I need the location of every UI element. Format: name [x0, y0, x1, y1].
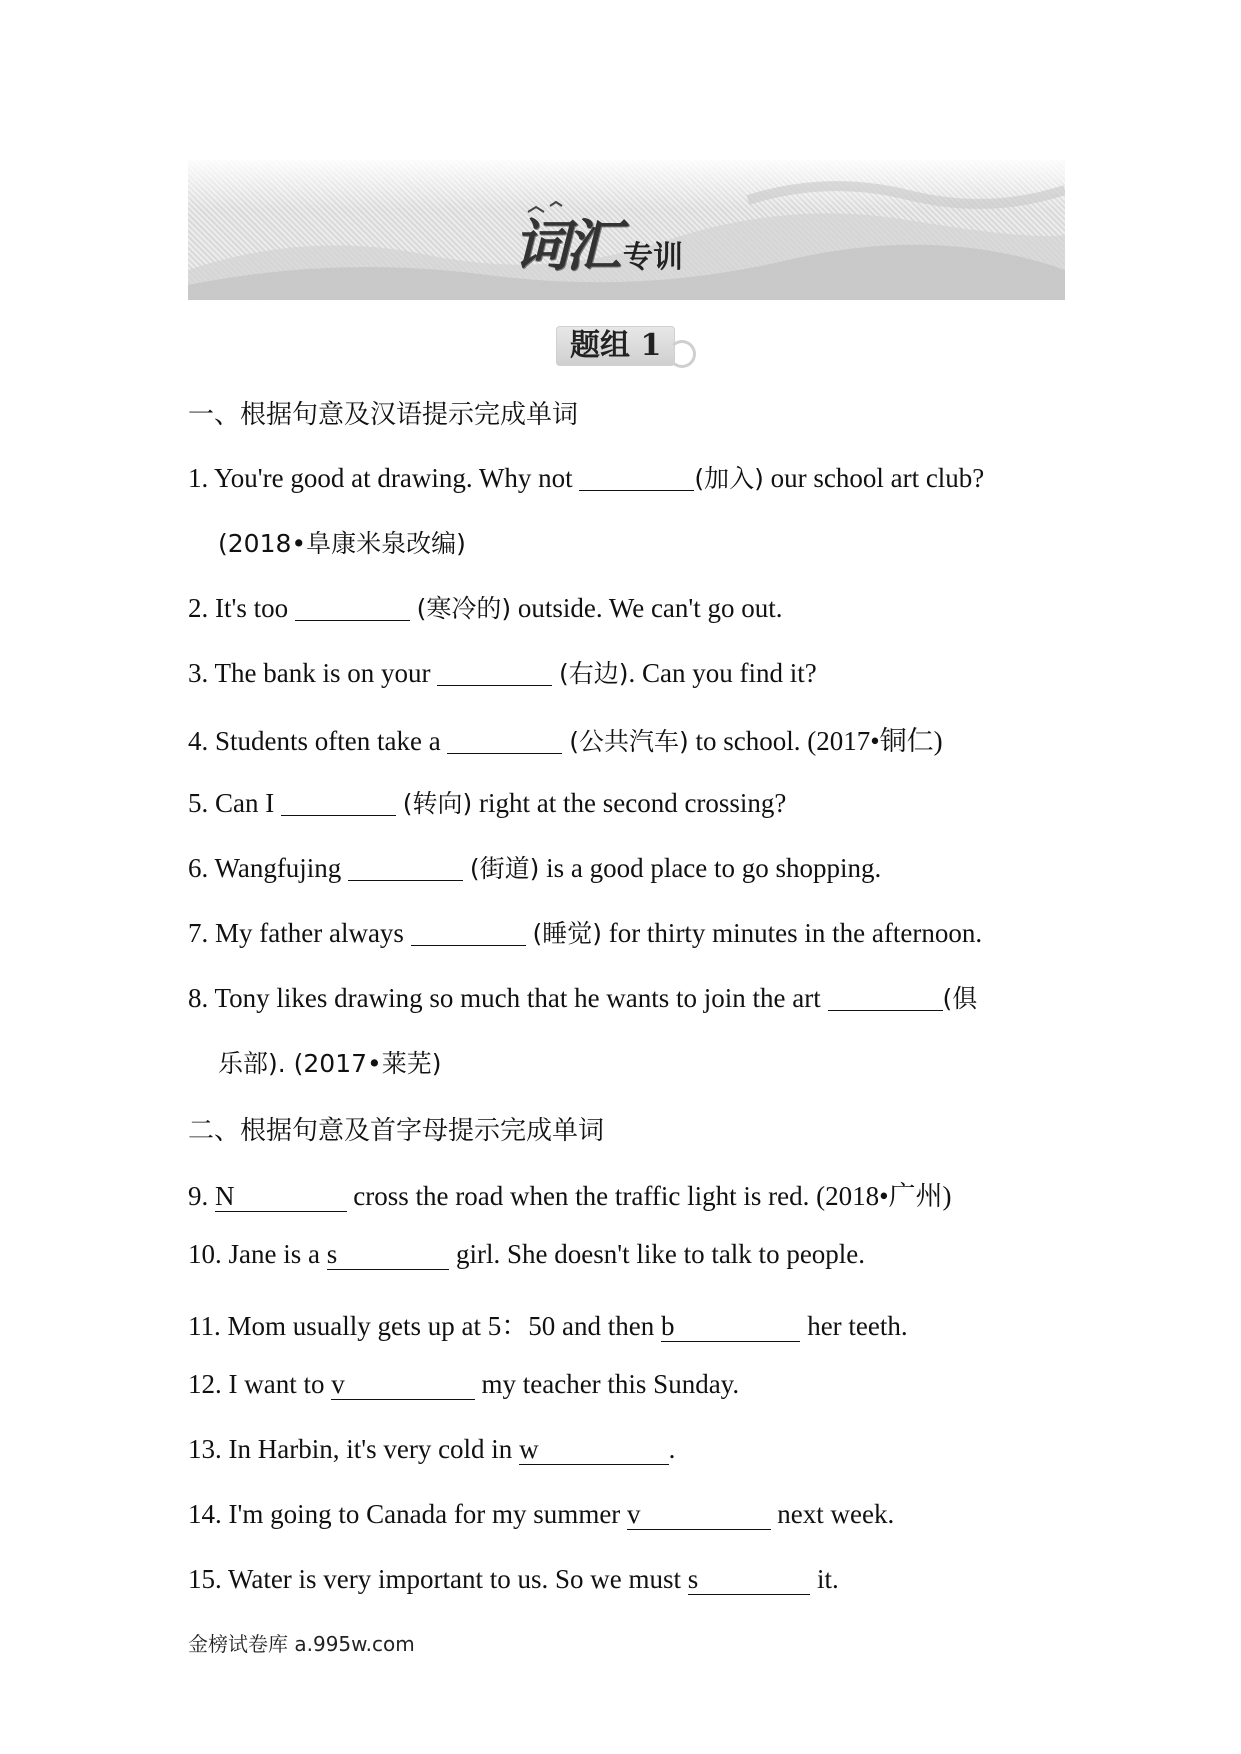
answer-blank[interactable]: v	[331, 1369, 475, 1400]
answer-blank[interactable]	[828, 983, 943, 1011]
header-banner	[188, 160, 1065, 300]
question-12: 12. I want to v my teacher this Sunday.	[188, 1369, 740, 1399]
answer-blank[interactable]	[281, 788, 396, 816]
answer-blank[interactable]: N	[215, 1181, 347, 1212]
answer-blank[interactable]: s	[688, 1564, 811, 1595]
section-heading-2: 二、根据句意及首字母提示完成单词	[188, 1116, 605, 1146]
answer-blank[interactable]: s	[327, 1239, 450, 1270]
question-13: 13. In Harbin, it's very cold in w .	[188, 1434, 676, 1464]
answer-blank[interactable]	[437, 658, 552, 686]
question-7: 7. My father always (睡觉) for thirty minutes in the afternoon.	[188, 918, 983, 948]
answer-blank[interactable]	[295, 593, 410, 621]
question-4: 4. Students often take a (公共汽车) to school. (2017•铜仁)	[188, 726, 943, 756]
question-9: 9. N cross the road when the traffic light is red. (2018•广州)	[188, 1181, 952, 1211]
question-6: 6. Wangfujing (街道) is a good place to go shopping.	[188, 853, 882, 883]
question-1-source: (2018•阜康米泉改编)	[218, 529, 466, 558]
answer-blank[interactable]: w	[519, 1434, 669, 1465]
question-8-continued: 乐部). (2017•莱芜)	[218, 1049, 442, 1078]
banner-title-small: 专训	[623, 240, 683, 275]
answer-blank[interactable]	[579, 463, 694, 491]
section-heading-1: 一、根据句意及汉语提示完成单词	[188, 400, 579, 430]
question-15: 15. Water is very important to us. So we must s it.	[188, 1564, 839, 1594]
question-8: 8. Tony likes drawing so much that he wants to join the art (俱	[188, 983, 978, 1013]
question-5: 5. Can I (转向) right at the second crossing?	[188, 788, 787, 818]
footer-source: 金榜试卷库 a.995w.com	[188, 1632, 415, 1656]
group-badge: 题组 1	[556, 326, 675, 366]
answer-blank[interactable]: v	[627, 1499, 771, 1530]
answer-blank[interactable]	[411, 918, 526, 946]
question-11: 11. Mom usually gets up at 5：50 and then b her teeth.	[188, 1311, 908, 1341]
question-3: 3. The bank is on your (右边). Can you find it?	[188, 658, 817, 688]
question-1: 1. You're good at drawing. Why not (加入) our school art club?	[188, 463, 985, 493]
answer-blank[interactable]	[348, 853, 463, 881]
question-2: 2. It's too (寒冷的) outside. We can't go out.	[188, 593, 783, 623]
answer-blank[interactable]	[447, 726, 562, 754]
question-14: 14. I'm going to Canada for my summer v next week.	[188, 1499, 895, 1529]
badge-swirl-icon	[668, 340, 696, 368]
answer-blank[interactable]: b	[661, 1311, 801, 1342]
banner-title-big: 词汇	[513, 213, 617, 279]
question-10: 10. Jane is a s girl. She doesn't like to talk to people.	[188, 1239, 866, 1269]
